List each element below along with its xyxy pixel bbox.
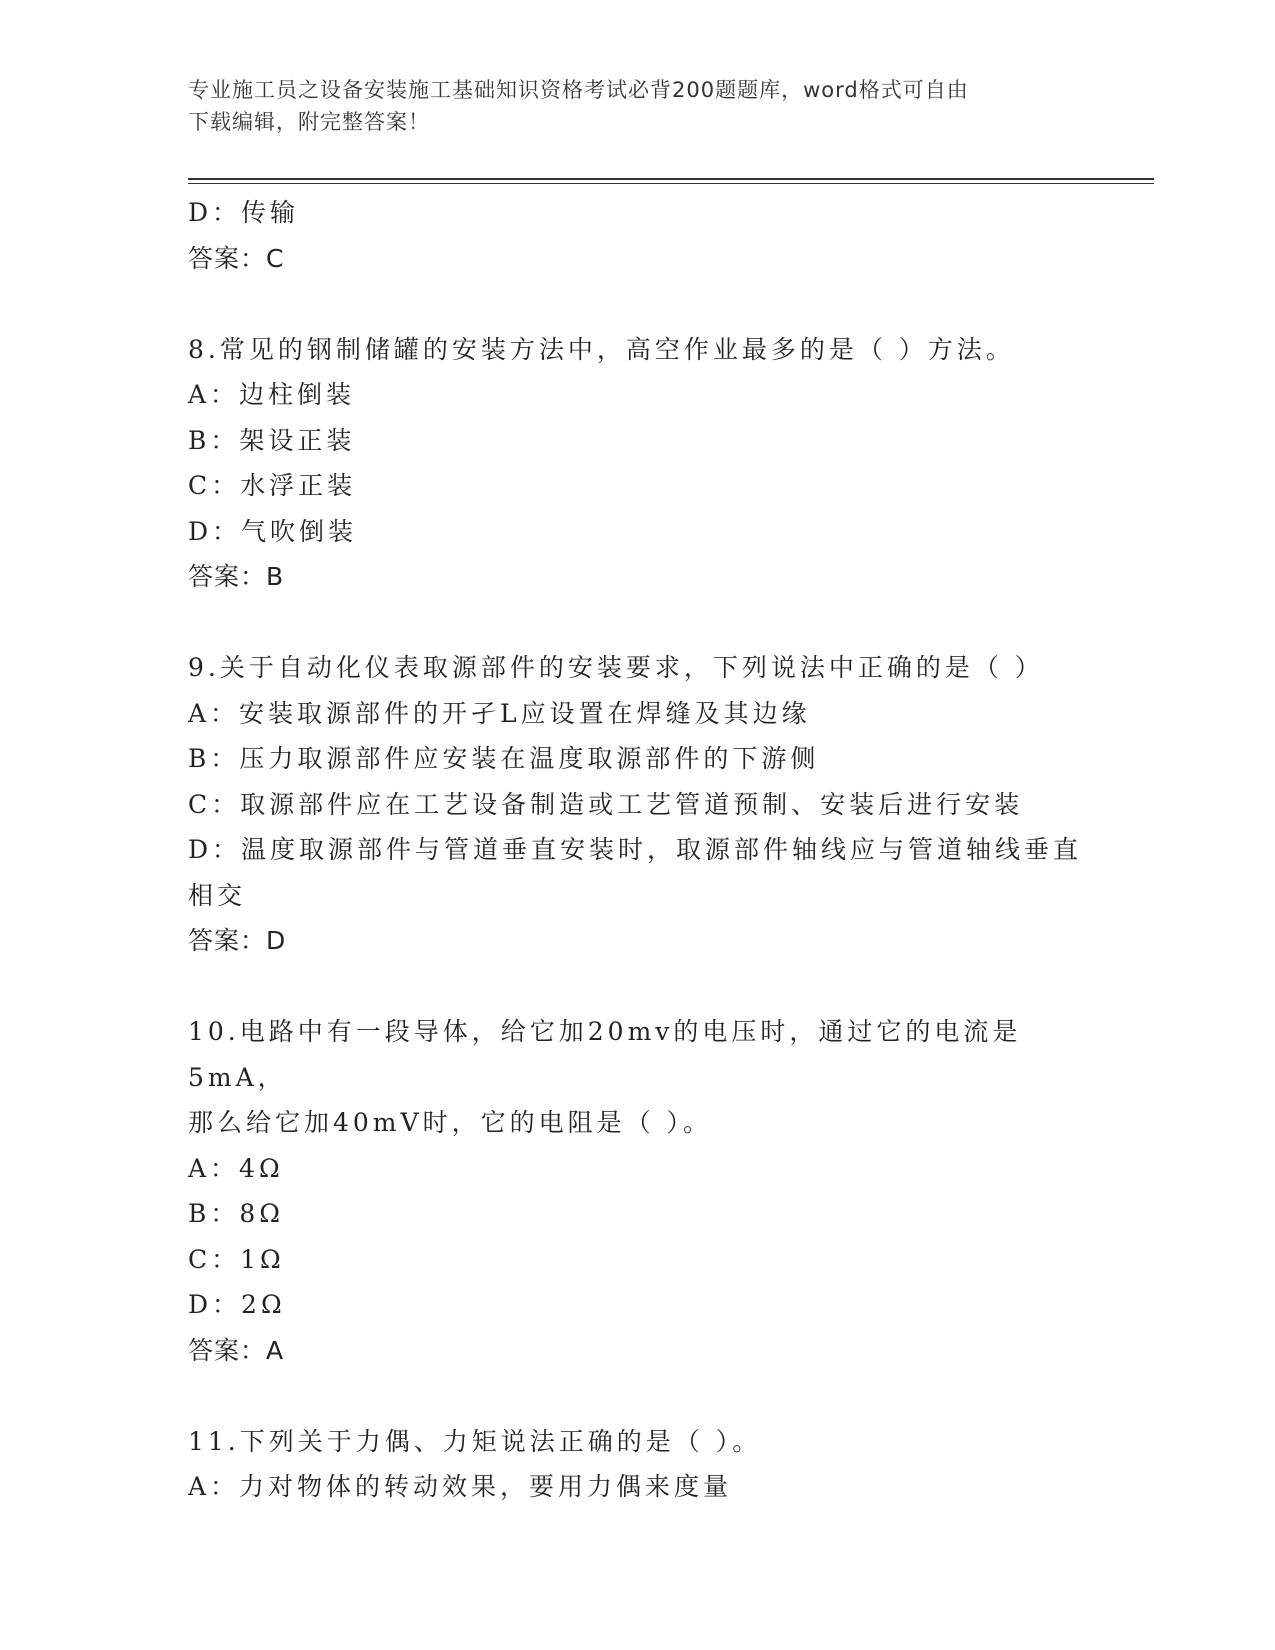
option-c: C：取源部件应在工艺设备制造或工艺管道预制、安装后进行安装	[188, 789, 1024, 819]
question-11	[188, 1419, 1088, 1510]
option-d-continued: 相交	[188, 880, 247, 910]
question-stem: 10.电路中有一段导体，给它加20mv的电压时，通过它的电流是5mA，	[188, 1017, 1022, 1092]
page-header	[188, 74, 1068, 138]
question-10	[188, 1009, 1088, 1373]
question-8	[188, 327, 1088, 600]
spacer	[188, 600, 1088, 646]
answer: 答案：A	[188, 1335, 285, 1365]
option-c: C：1Ω	[188, 1244, 285, 1274]
option-d: D：气吹倒装	[188, 516, 358, 546]
question-stem: 9.关于自动化仪表取源部件的安装要求，下列说法中正确的是（ ）	[188, 653, 1044, 682]
prev-answer: 答案：C	[188, 243, 285, 273]
question-9	[188, 645, 1088, 964]
header-line-1: 专业施工员之设备安装施工基础知识资格考试必背200题题库，word格式可自由	[188, 78, 969, 102]
spacer	[188, 1373, 1088, 1419]
option-c: C：水浮正装	[188, 471, 357, 500]
header-divider-thin	[188, 183, 1154, 184]
prev-option-d: D：传输	[188, 198, 300, 227]
option-a: A：力对物体的转动效果，要用力偶来度量	[188, 1472, 733, 1501]
header-divider	[188, 178, 1154, 180]
answer: 答案：D	[188, 926, 287, 955]
spacer	[188, 281, 1088, 327]
question-stem: 11.下列关于力偶、力矩说法正确的是（ ）。	[188, 1426, 762, 1456]
option-b: B：架设正装	[188, 425, 356, 455]
option-d: D：2Ω	[188, 1290, 286, 1319]
question-list	[188, 190, 1088, 1510]
answer: 答案：B	[188, 562, 285, 591]
option-d: D：温度取源部件与管道垂直安装时，取源部件轴线应与管道轴线垂直	[188, 835, 1083, 864]
option-a: A：边柱倒装	[188, 380, 356, 409]
header-line-2: 下载编辑，附完整答案！	[188, 110, 430, 134]
spacer	[188, 964, 1088, 1010]
option-a: A：4Ω	[188, 1153, 284, 1183]
option-a: A：安装取源部件的开孑L应设置在焊缝及其边缘	[188, 698, 811, 728]
option-b: B：8Ω	[188, 1199, 285, 1228]
question-stem-continued: 那么给它加40mV时，它的电阻是（ ）。	[188, 1108, 713, 1137]
question-stem: 8.常见的钢制储罐的安装方法中，高空作业最多的是（ ）方法。	[188, 334, 1015, 364]
option-b: B：压力取源部件应安装在温度取源部件的下游侧	[188, 744, 820, 773]
